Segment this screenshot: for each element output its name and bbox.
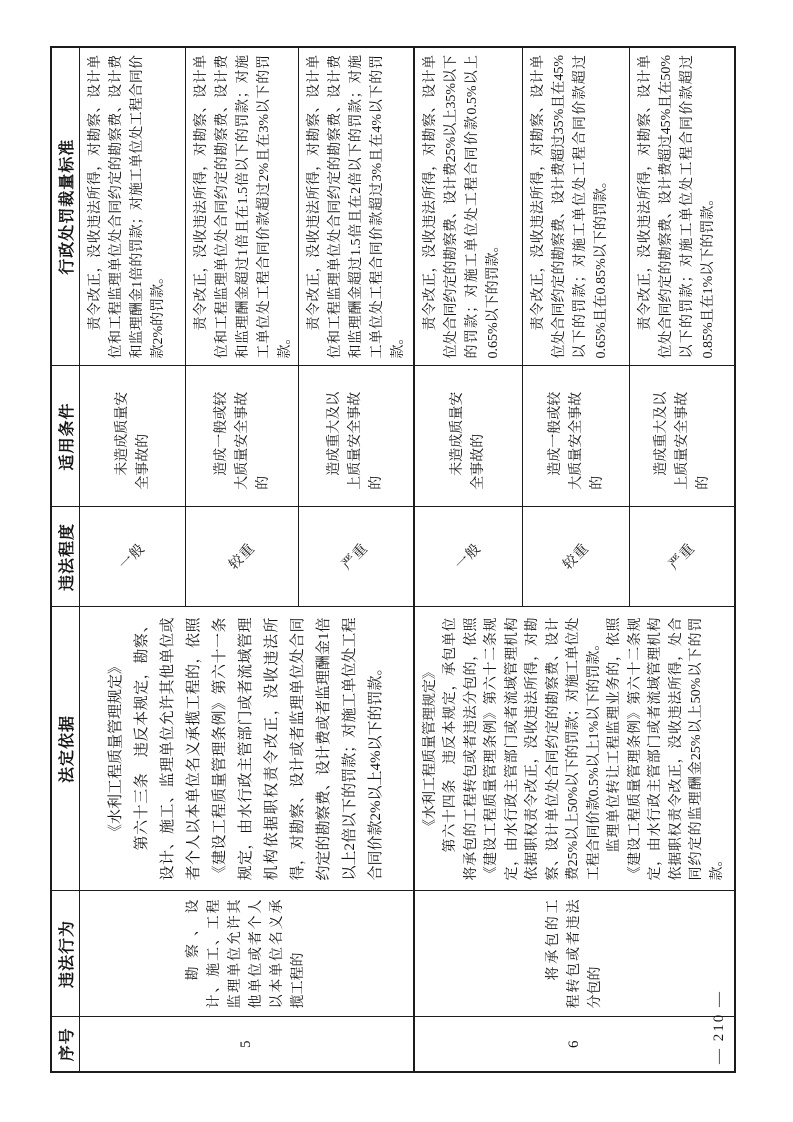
condition-cell (80, 366, 186, 507)
page-number: — 210 — (711, 990, 727, 1064)
col-header-standard: 行政处罚裁量标准 (51, 47, 80, 366)
col-header-degree: 违法程度 (51, 507, 80, 607)
standard-cell (186, 47, 299, 366)
legal-basis-title: 《水利工程质量管理规定》 (422, 665, 438, 833)
behavior-cell (80, 891, 414, 1017)
condition-cell (630, 366, 735, 507)
penalty-discretion-table (50, 46, 736, 1073)
condition-text: 造成一般或较大质量安全事故的 (213, 391, 271, 490)
standard-cell (80, 47, 186, 366)
standard-text: 责令改正，没收违法所得，对勘察、设计单位处合同约定的勘察费、设计费超过35%且在45%以下的罚款；对施工单位处工程合同价款超过0.65%且在0.85%以下的罚款。 (531, 55, 610, 359)
standard-text: 责令改正，没收违法所得，对勘察、设计单位处合同约定的勘察费、设计费超过45%且在50%以下的罚款；对施工单位处工程合同价款超过0.85%且在1%以下的罚款。 (638, 55, 717, 359)
degree-cell (630, 507, 735, 607)
col-header-condition: 适用条件 (51, 366, 80, 507)
legal-basis-cell (80, 607, 414, 891)
legal-basis-cell (414, 607, 736, 891)
degree-cell (186, 507, 299, 607)
behavior-text: 将承包的工程转包或者违法分包的 (545, 899, 603, 1009)
standard-cell (299, 47, 414, 366)
condition-cell (186, 366, 299, 507)
legal-basis-title: 《水利工程质量管理规定》 (108, 659, 125, 840)
standard-cell (414, 47, 523, 366)
col-header-serial: 序号 (51, 1017, 80, 1072)
standard-cell (523, 47, 630, 366)
serial-cell: 5 (80, 1017, 414, 1072)
serial-cell: 6 (414, 1017, 736, 1072)
legal-basis-paragraph: 第六十四条 违反本规定，承包单位将承包的工程转包或者违法分包的，依照《建设工程质量管理条例》第六十二条规定，由水行政主管部门或者流域管理机构依据职权责令改正，没收违法所得，对勘察、设计单位处合同约定的勘察费、设计费25%以上50%以下的罚款；对施工单位处工程合同价款0.5%以上1%以下的罚款。 (443, 617, 602, 881)
condition-text: 未造成质量安全事故的 (450, 391, 487, 490)
col-header-legal-basis: 法定依据 (51, 607, 80, 891)
degree-label: 严重 (666, 541, 699, 573)
degree-cell (523, 507, 630, 607)
condition-text: 造成重大及以上质量安全事故的 (653, 391, 711, 490)
degree-cell (299, 507, 414, 607)
header-row (51, 47, 80, 1072)
degree-label: 一般 (116, 541, 149, 573)
behavior-cell (414, 891, 736, 1017)
degree-cell (414, 507, 523, 607)
behavior-text: 勘察、设计、施工、工程监理单位允许其他单位或者个人以本单位名义承揽工程的 (186, 899, 307, 1009)
degree-label: 一般 (452, 541, 485, 573)
condition-text: 造成一般或较大质量安全事故的 (547, 391, 605, 490)
legal-basis-paragraph: 监理单位转让工程监理业务的，依照《建设工程质量管理条例》第六十二条规定，由水行政主管部门或者流域管理机构依据职权责令改正，没收违法所得，处合同约定的监理酬金25%以上50%以下的罚款。 (607, 617, 725, 881)
standard-text: 责令改正，没收违法所得，对勘察、设计单位和工程监理单位处合同约定的勘察费、设计费和监理酬金1倍的罚款；对施工单位处工程合同价款2%的罚款。 (88, 55, 166, 359)
col-header-behavior: 违法行为 (51, 891, 80, 1017)
condition-cell (299, 366, 414, 507)
degree-label: 严重 (339, 541, 372, 573)
condition-text: 未造成质量安全事故的 (114, 391, 151, 490)
table-row (80, 47, 186, 1072)
legal-basis-paragraph: 第六十三条 违反本规定，勘察、设计、施工、监理单位允许其他单位或者个人以本单位名义承揽工程的，依照《建设工程质量管理条例》第六十一条规定，由水行政主管部门或者流域管理机构依据职权责令改正，没收违法所得，对勘察、设计或者监理单位处合同约定的勘察费、设计费或者监理酬金1倍以上2倍以下的罚款；对施工单位处工程合同价款2%以上4%以下的罚款。 (134, 617, 385, 881)
degree-label: 较重 (560, 541, 593, 573)
standard-cell (630, 47, 735, 366)
degree-cell (80, 507, 186, 607)
condition-text: 造成重大及以上质量安全事故的 (327, 391, 385, 490)
condition-cell (414, 366, 523, 507)
table-row (414, 47, 523, 1072)
condition-cell (523, 366, 630, 507)
standard-text: 责令改正，没收违法所得，对勘察、设计单位处合同约定的勘察费、设计费25%以上35%以下的罚款；对施工单位处工程合同价款0.5%以上0.65%以下的罚款。 (422, 55, 501, 359)
standard-text: 责令改正，没收违法所得，对勘察、设计单位和工程监理单位处合同约定的勘察费、设计费和监理酬金超过1.5倍且在2倍以下的罚款；对施工单位处工程合同价款超过3%且在4%以下的罚款。 (307, 55, 406, 359)
standard-text: 责令改正，没收违法所得，对勘察、设计单位和工程监理单位处合同约定的勘察费、设计费和监理酬金超过1倍且在1.5倍以下的罚款；对施工单位处工程合同价款超过2%且在3%以下的罚款。 (194, 55, 293, 359)
degree-label: 较重 (226, 541, 258, 573)
